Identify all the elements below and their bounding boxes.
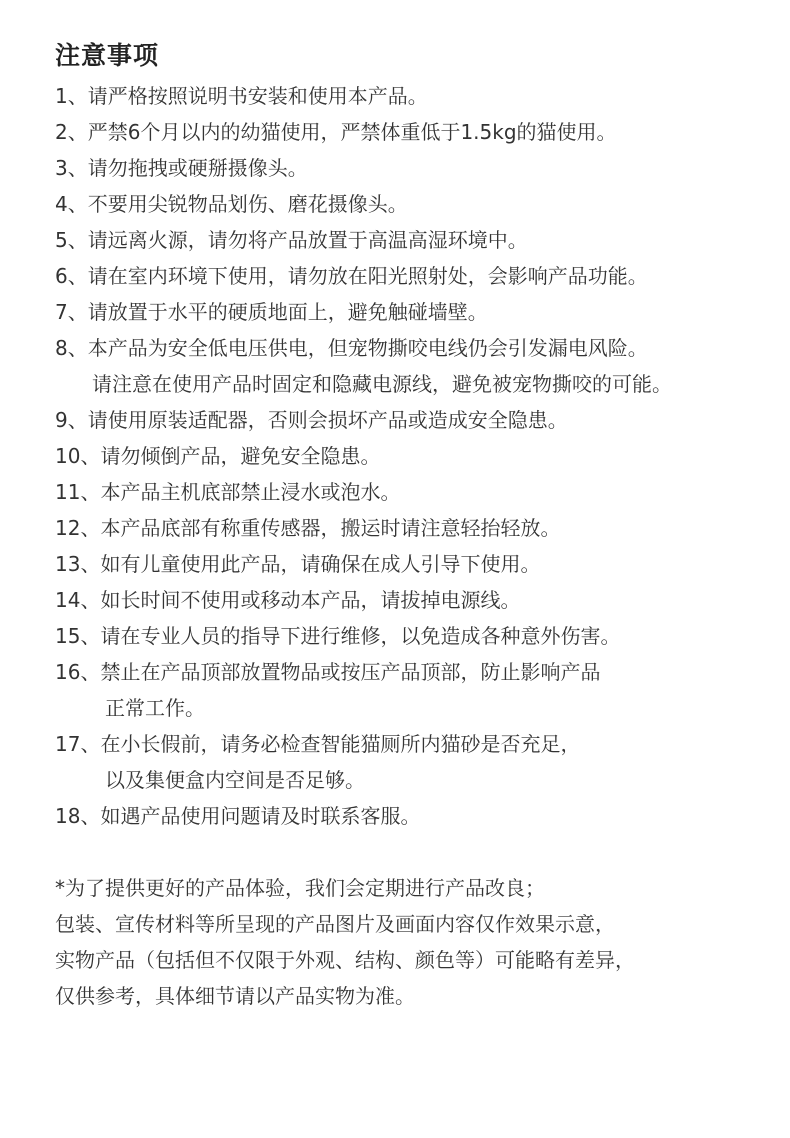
item-continuation: 以及集便盒内空间是否足够。: [105, 768, 365, 792]
list-item: [55, 222, 785, 258]
item-text: 9、请使用原装适配器，否则会损坏产品或造成安全隐患。: [55, 408, 568, 432]
note-line: 包装、宣传材料等所呈现的产品图片及画面内容仅作效果示意，: [55, 912, 615, 936]
item-text: 6、请在室内环境下使用，请勿放在阳光照射处，会影响产品功能。: [55, 264, 648, 288]
list-item: [55, 294, 785, 330]
list-item: [55, 186, 785, 222]
list-item: [55, 402, 785, 438]
item-text: 1、请严格按照说明书安装和使用本产品。: [55, 84, 428, 108]
item-text: 3、请勿拖拽或硬掰摄像头。: [55, 156, 308, 180]
item-text: 15、请在专业人员的指导下进行维修，以免造成各种意外伤害。: [55, 624, 621, 648]
list-item: [55, 510, 785, 546]
list-item: [55, 654, 785, 726]
item-text: 17、在小长假前，请务必检查智能猫厕所内猫砂是否充足，: [55, 732, 581, 756]
page-title: 注意事项: [55, 41, 160, 70]
list-item: [55, 438, 785, 474]
note-line: *为了提供更好的产品体验，我们会定期进行产品改良；: [55, 876, 545, 900]
item-text: 13、如有儿童使用此产品，请确保在成人引导下使用。: [55, 552, 541, 576]
list-item: [55, 474, 785, 510]
list-item: [55, 330, 785, 402]
item-text: 14、如长时间不使用或移动本产品，请拔掉电源线。: [55, 588, 521, 612]
item-text: 18、如遇产品使用问题请及时联系客服。: [55, 804, 421, 828]
list-item: [55, 258, 785, 294]
note-line: 仅供参考，具体细节请以产品实物为准。: [55, 984, 415, 1008]
item-continuation: 正常工作。: [105, 696, 205, 720]
item-text: 4、不要用尖锐物品划伤、磨花摄像头。: [55, 192, 408, 216]
list-item: [55, 546, 785, 582]
item-text: 12、本产品底部有称重传感器，搬运时请注意轻抬轻放。: [55, 516, 561, 540]
list-item: [55, 150, 785, 186]
item-text: 10、请勿倾倒产品，避免安全隐患。: [55, 444, 381, 468]
precautions-list: [55, 78, 785, 834]
item-continuation: 请注意在使用产品时固定和隐藏电源线，避免被宠物撕咬的可能。: [92, 372, 672, 396]
item-text: 11、本产品主机底部禁止浸水或泡水。: [55, 480, 401, 504]
item-text: 16、禁止在产品顶部放置物品或按压产品顶部，防止影响产品: [55, 660, 601, 684]
item-text: 7、请放置于水平的硬质地面上，避免触碰墙壁。: [55, 300, 488, 324]
list-item: [55, 582, 785, 618]
list-item: [55, 798, 785, 834]
item-text: 2、严禁6个月以内的幼猫使用，严禁体重低于1.5kg的猫使用。: [55, 120, 617, 144]
list-item: [55, 726, 785, 798]
list-item: [55, 114, 785, 150]
notice-page: [55, 38, 785, 1014]
list-item: [55, 618, 785, 654]
note-line: 实物产品（包括但不仅限于外观、结构、颜色等）可能略有差异，: [55, 948, 635, 972]
item-text: 5、请远离火源，请勿将产品放置于高温高湿环境中。: [55, 228, 528, 252]
list-item: [55, 78, 785, 114]
item-text: 8、本产品为安全低电压供电，但宠物撕咬电线仍会引发漏电风险。: [55, 336, 648, 360]
disclaimer-note: [55, 870, 785, 1014]
